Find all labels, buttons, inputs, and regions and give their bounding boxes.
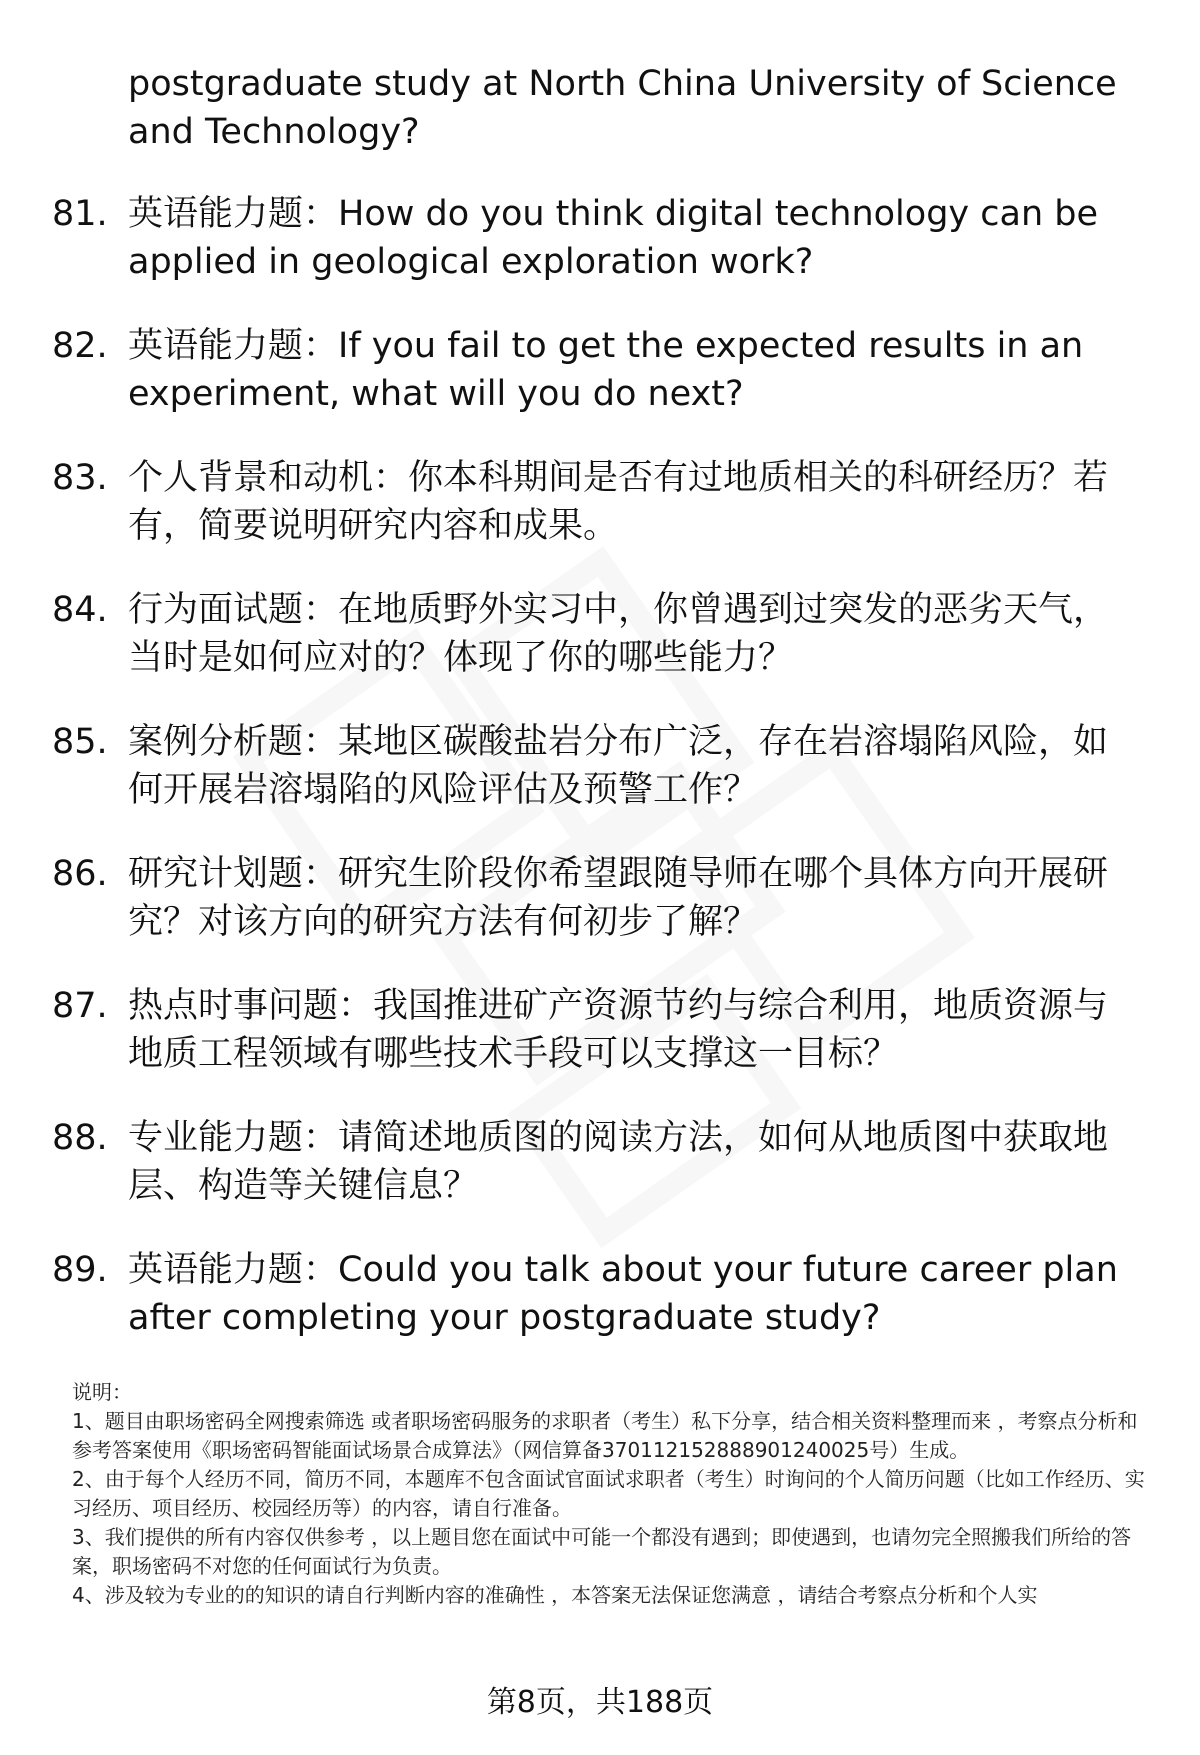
question-item <box>52 718 1142 814</box>
question-item <box>52 1114 1142 1210</box>
question-number: 83. <box>52 458 108 498</box>
question-text: 行为面试题：在地质野外实习中，你曾遇到过突发的恶劣天气，当时是如何应对的？体现了你的哪些能力？ <box>128 590 1109 678</box>
question-number: 89. <box>52 1250 108 1290</box>
question-item <box>52 322 1142 418</box>
question-number: 82. <box>52 326 108 366</box>
question-item <box>52 190 1142 286</box>
question-continuation: postgraduate study at North China University of Science and Technology? <box>128 64 1117 152</box>
question-list <box>52 190 1142 1378</box>
page-indicator: 第8页，共188页 <box>486 1685 714 1720</box>
question-number: 84. <box>52 590 108 630</box>
question-text: 案例分析题：某地区碳酸盐岩分布广泛，存在岩溶塌陷风险，如何开展岩溶塌陷的风险评估及预警工作？ <box>128 722 1109 810</box>
question-item <box>52 586 1142 682</box>
question-item <box>52 850 1142 946</box>
question-text: 英语能力题：How do you think digital technology can be applied in geological exploration work? <box>128 194 1099 282</box>
question-item <box>52 1246 1142 1342</box>
note-item: 3、我们提供的所有内容仅供参考 ，以上题目您在面试中可能一个都没有遇到；即使遇到，也请勿完全照搬我们所给的答案，职场密码不对您的任何面试行为负责。 <box>72 1525 1132 1578</box>
note-item: 1、题目由职场密码全网搜索筛选 或者职场密码服务的求职者（考生）私下分享，结合相关资料整理而来 ，考察点分析和参考答案使用《职场密码智能面试场景合成算法》（网信算备370112152888901240025号）生成。 <box>72 1409 1138 1462</box>
note-item: 2、由于每个人经历不同，简历不同，本题库不包含面试官面试求职者（考生）时询问的个人简历问题（比如工作经历、实习经历、项目经历、校园经历等）的内容，请自行准备。 <box>72 1467 1145 1520</box>
question-item <box>52 982 1142 1078</box>
question-text: 热点时事问题：我国推进矿产资源节约与综合利用，地质资源与地质工程领域有哪些技术手段可以支撑这一目标？ <box>128 986 1109 1074</box>
question-number: 85. <box>52 722 108 762</box>
notes-section <box>72 1378 1157 1610</box>
question-text: 个人背景和动机：你本科期间是否有过地质相关的科研经历？若有，简要说明研究内容和成果。 <box>128 458 1109 546</box>
notes-heading: 说明： <box>72 1380 132 1404</box>
question-text: 专业能力题：请简述地质图的阅读方法，如何从地质图中获取地层、构造等关键信息？ <box>128 1118 1109 1206</box>
question-number: 88. <box>52 1118 108 1158</box>
question-number: 86. <box>52 854 108 894</box>
note-item: 4、涉及较为专业的的知识的请自行判断内容的准确性 ，本答案无法保证您满意 ，请结合考察点分析和个人实 <box>72 1583 1038 1607</box>
question-text: 英语能力题：If you fail to get the expected results in an experiment, what will you do next? <box>128 326 1084 414</box>
question-number: 87. <box>52 986 108 1026</box>
question-text: 研究计划题：研究生阶段你希望跟随导师在哪个具体方向开展研究？对该方向的研究方法有何初步了解？ <box>128 854 1109 942</box>
question-text: 英语能力题：Could you talk about your future career plan after completing your postgraduate study? <box>128 1250 1118 1338</box>
question-item <box>52 454 1142 550</box>
question-number: 81. <box>52 194 108 234</box>
